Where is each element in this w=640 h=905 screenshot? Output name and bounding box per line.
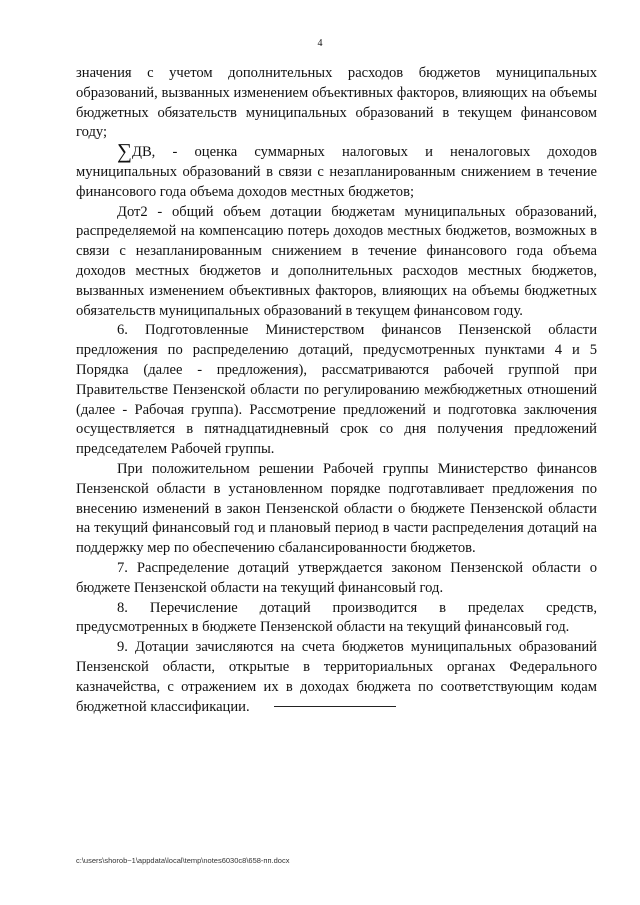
sum-symbol: ∑ bbox=[117, 139, 132, 164]
paragraph-sum-dv-text: ДВ, - оценка суммарных налоговых и неналоговых доходов муниципальных образований в связи с незапланированным снижением в течение финансового года объема доходов местных бюджетов; bbox=[76, 144, 597, 200]
page-number: 4 bbox=[317, 38, 323, 49]
paragraph-positive-decision: При положительном решении Рабочей группы Министерство финансов Пензенской области в установленном порядке подготавливает предложения по внесению изменений в закон Пензенской области о бюджете Пензенской области на текущий финансовый год и плановый период в части распределения дотаций на поддержку мер по обеспечению сбалансированности бюджетов. bbox=[76, 460, 597, 557]
paragraph-item-9: 9. Дотации зачисляются на счета бюджетов муниципальных образований Пензенской области, открытые в территориальных органах Федерального казначейства, с отражением их в доходах бюджета по соответствующим кодам бюджетной классификации. bbox=[76, 639, 597, 715]
paragraph-sum-dv bbox=[76, 139, 597, 202]
paragraph-item-7: 7. Распределение дотаций утверждается законом Пензенской области о бюджете Пензенской области на текущий финансовый год. bbox=[76, 559, 597, 596]
paragraph-values-continuation: значения с учетом дополнительных расходов бюджетов муниципальных образований, вызванных изменением объективных факторов, влияющих на объемы бюджетных обязательств муниципальных образований в текущем финансовом году; bbox=[76, 65, 597, 141]
paragraph-item-6: 6. Подготовленные Министерством финансов Пензенской области предложения по распределению дотаций, предусмотренных пунктами 4 и 5 Порядка (далее - предложения), рассматриваются рабочей группой при Правительстве Пензенской области по регулированию межбюджетных отношений (далее - Рабочая группа). Рассмотрение предложений и подготовка заключения осуществляется в пятнадцатидневный срок со дня получения предложений председателем Рабочей группы. bbox=[76, 322, 597, 458]
end-separator-line bbox=[274, 706, 396, 707]
footer-file-path: c:\users\shorob~1\appdata\local\temp\notes6030c8\658-пп.docx bbox=[76, 856, 290, 865]
paragraph-dot2: Дот2 - общий объем дотации бюджетам муниципальных образований, распределяемой на компенсацию потерь доходов местных бюджетов, возможных в связи с незапланированным снижением в течение финансового года объема доходов местных бюджетов и дополнительных расходов местных бюджетов, вызванных изменением объективных факторов, влияющих на объемы бюджетных обязательств муниципальных образований в текущем финансовом году. bbox=[76, 203, 597, 319]
paragraph-item-8: 8. Перечисление дотаций производится в пределах средств, предусмотренных в бюджете Пензенской области на текущий финансовый год. bbox=[76, 599, 597, 636]
document-body bbox=[76, 64, 597, 717]
